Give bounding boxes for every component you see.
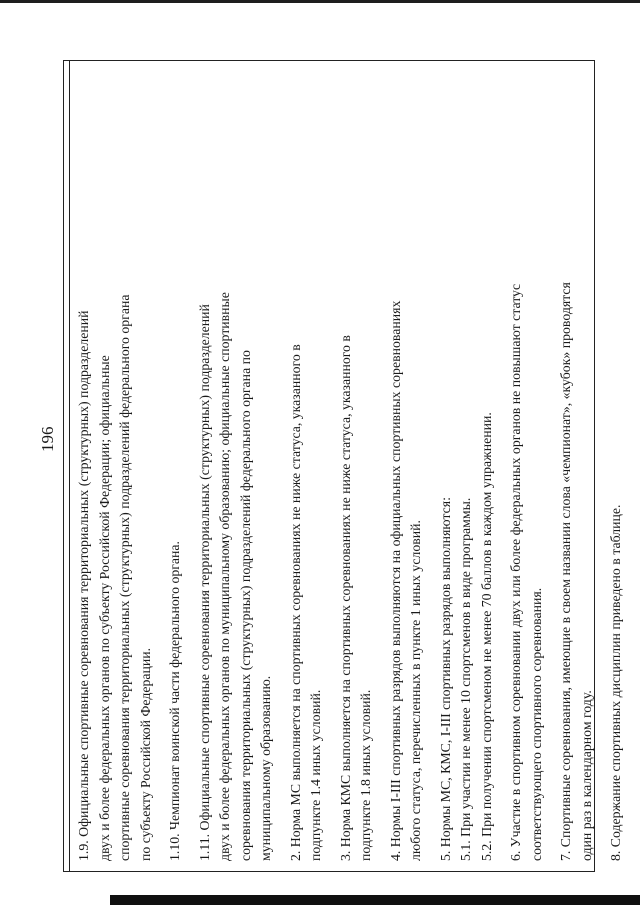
condition-item-8 (606, 69, 627, 861)
table-conditions-cell (70, 61, 623, 871)
condition-text-line: подпункте 1.4 иных условий. (308, 689, 323, 861)
condition-text-line: один раз в календарном году. (578, 690, 594, 861)
condition-text-line: соответствующего спортивного соревнования. (528, 587, 544, 861)
condition-item-2 (286, 69, 327, 861)
conditions-list (74, 69, 627, 861)
condition-item-1-10 (165, 69, 186, 861)
condition-text-line: 1.9. Официальные спортивные соревнования территориальных (структурных) подразделений (76, 310, 91, 861)
condition-text-line: муниципальному образованию. (258, 675, 273, 861)
page-number: 196 (38, 426, 57, 452)
condition-text-line: подпункте 1.8 иных условий. (358, 689, 373, 861)
condition-text-line: спортивные соревнования территориальных (структурных) подразделений федерального органа (117, 294, 132, 861)
condition-text-line: 1.11. Официальные спортивные соревнования территориальных (структурных) подразделений (196, 304, 212, 861)
condition-text-line: любого статуса, перечисленных в пункте 1 иных условий. (408, 520, 423, 861)
condition-item-3 (336, 69, 377, 861)
condition-item-4 (386, 69, 427, 861)
rotated-page-content (63, 60, 623, 872)
conditions-table (63, 60, 623, 872)
condition-text-line: 7. Спортивные соревнования, имеющие в своем названии слова «чемпионат», «кубок» проводятся (558, 282, 573, 861)
condition-text-line: 1.10. Чемпионат воинской части федерального органа. (167, 541, 182, 861)
condition-text-line: двух и более федеральных органов по муниципальному образованию; официальные спортивные (217, 292, 232, 861)
condition-text-line: 5.1. При участии не менее 10 спортсменов в виде программы. (458, 497, 473, 861)
condition-item-1-9 (74, 69, 156, 861)
condition-item-7 (556, 69, 597, 861)
condition-text-line: 6. Участие в спортивном соревновании двух или более федеральных органов не повышают статус (508, 283, 523, 861)
condition-item-5 (436, 69, 498, 861)
scan-edge-bottom (110, 895, 640, 905)
condition-text-line: 5.2. При получении спортсменом не менее 70 баллов в каждом упражнении. (478, 412, 494, 861)
condition-text-line: 8. Содержание спортивных дисциплин приведено в таблице. (608, 504, 623, 861)
condition-text-line: 4. Нормы I-III спортивных разрядов выполняются на официальных спортивных соревнованиях (387, 300, 403, 861)
condition-text-line: соревнования территориальных (структурных) подразделений федерального органа по (237, 350, 253, 861)
condition-item-6 (506, 69, 547, 861)
condition-text-line: по субъекту Российской Федерации. (137, 647, 153, 861)
condition-text-line: двух и более федеральных органов по субъекту Российской Федерации; официальные (96, 355, 112, 861)
condition-text-line: 3. Норма КМС выполняется на спортивных соревнованиях не ниже статуса, указанного в (337, 335, 353, 861)
scan-edge-top (0, 0, 640, 3)
condition-item-1-11 (195, 69, 277, 861)
condition-text-line: 5. Нормы МС, КМС, I-III спортивных разрядов выполняются: (437, 497, 453, 861)
condition-text-line: 2. Норма МС выполняется на спортивных соревнованиях не ниже статуса, указанного в (287, 344, 303, 861)
